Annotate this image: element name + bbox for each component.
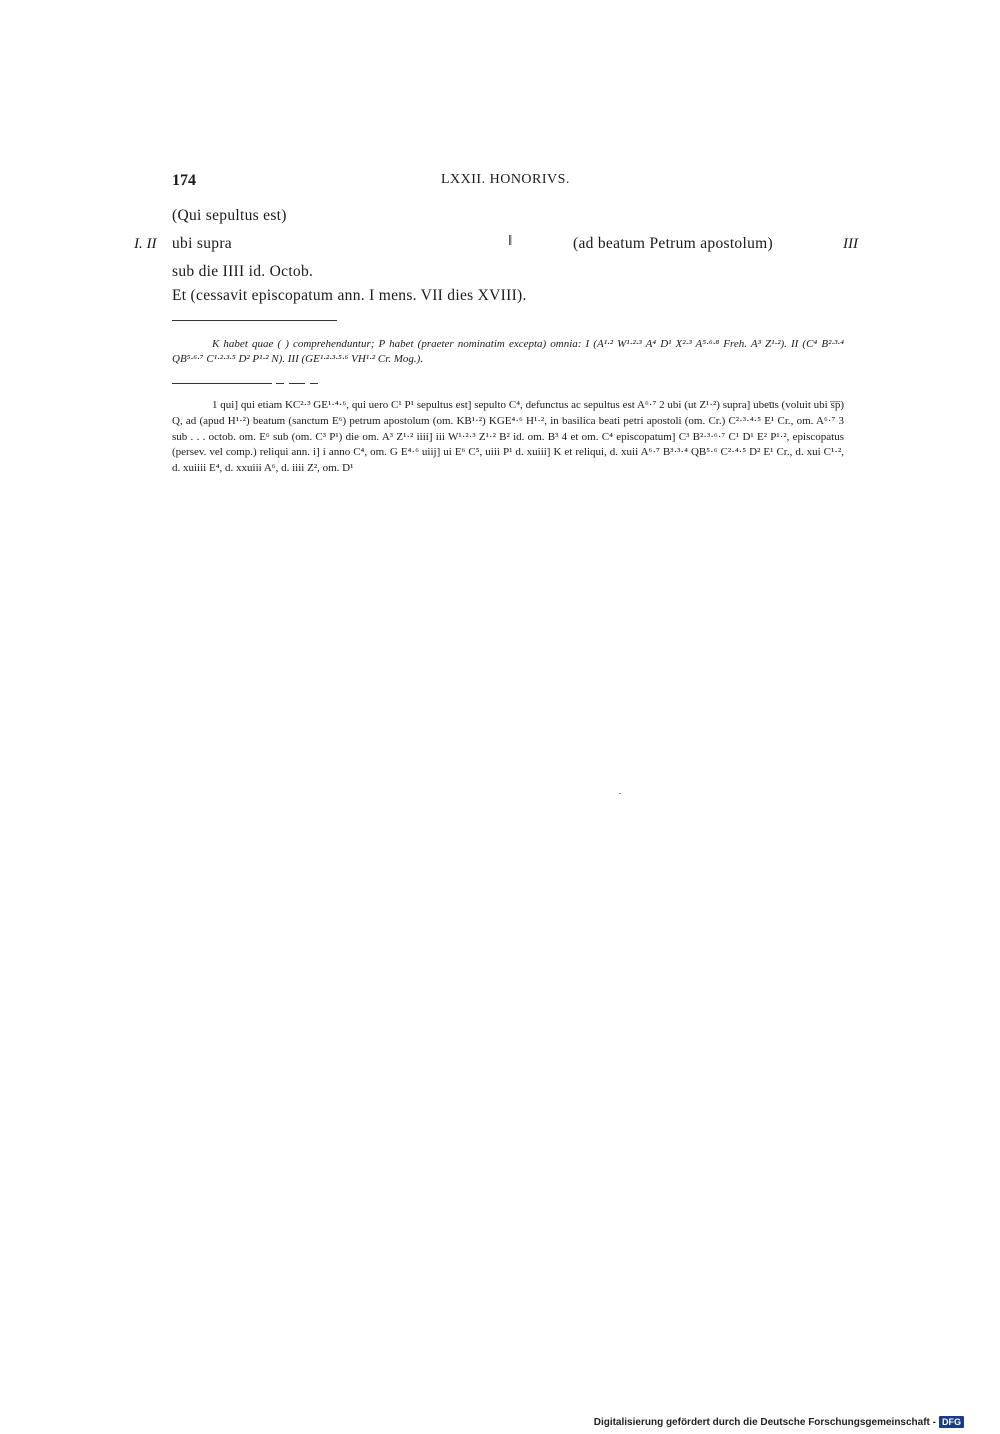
critical-apparatus: 1 qui] qui etiam KC²·³ GE¹·⁴·⁶, qui uero C¹ P¹ sepultus est] sepulto C⁴, defunctus ac sepultus est A⁶·⁷ 2 ubi (ut Z¹·²) supra] ubeu̅s (voluit ubi s̅p̅) Q, ad (apud H¹·²) beatum (sanctum E⁶) petrum apostolum (om. KB¹·²) KGE⁴·⁶ H¹·², in basilica beati petri apostoli (om. Cr.) C²·³·⁴·⁵ E¹ Cr., om. A⁶·⁷ 3 sub . . . octob. om. E⁶ sub (om. C³ P¹) die om. A³ Z¹·² iiii] iii W¹·²·³ Z¹·² B² id. om. B³ 4 et om. C⁴ episcopatum] C³ B²·³·⁶·⁷ C¹ D¹ E² P¹·², episcopatus (persev. vel comp.) reliqui ann. i] i anno C⁴, om. G E⁴·⁶ uiij] ui E⁶ C⁵, uiii P¹ d. xuiii] K et reliqui, d. xuii A⁶·⁷ B³·³·⁴ QB⁵·⁶ C²·⁴·⁵ D² E¹ Cr., d. xui C¹·², d. xuiiii E⁴, d. xxuiii A⁶, d. iiii Z², om. D¹ (172, 399, 844, 475)
dfg-logo: DFG (939, 1416, 964, 1428)
text-line-3: sub die IIII id. Octob. (172, 263, 314, 280)
page-number: 174 (172, 172, 196, 189)
text-line-2-variant: (ad beatum Petrum apostolum) (573, 235, 773, 252)
apparatus-rule-dash (276, 383, 284, 384)
text-line-1: (Qui sepultus est) (172, 207, 287, 224)
separator-rule (172, 320, 337, 321)
scan-speck (619, 793, 621, 794)
running-head: LXXII. HONORIVS. (441, 172, 570, 187)
text-line-4: Et (cessavit episcopatum ann. I mens. VII dies XVIII). (172, 287, 527, 304)
column-divider: ‖ (508, 233, 513, 249)
apparatus-rule-dash (289, 383, 305, 384)
apparatus-rule (172, 383, 272, 384)
text-line-2: ubi supra (172, 235, 232, 252)
apparatus-rule-dash (310, 383, 318, 384)
manuscript-note: K habet quae ( ) comprehenduntur; P habet (praeter nominatim excepta) omnia: I (A¹·² W¹·²·³ A⁴ D¹ X²·³ A⁵·⁶·⁸ Freh. A³ Z¹·²). II (C⁴ B²·³·⁴ QB⁵·⁶·⁷ C¹·²·³·⁵ D² P¹·² N). III (GE¹·²·³·⁵·⁶ VH¹·² Cr. Mog.). (172, 338, 844, 365)
siglum-right: III (843, 236, 858, 252)
footer-credit-text: Digitalisierung gefördert durch die Deutsche Forschungsgemeinschaft - (593, 1416, 936, 1428)
footer-credit (594, 1416, 964, 1428)
siglum-left: I. II (134, 236, 157, 252)
